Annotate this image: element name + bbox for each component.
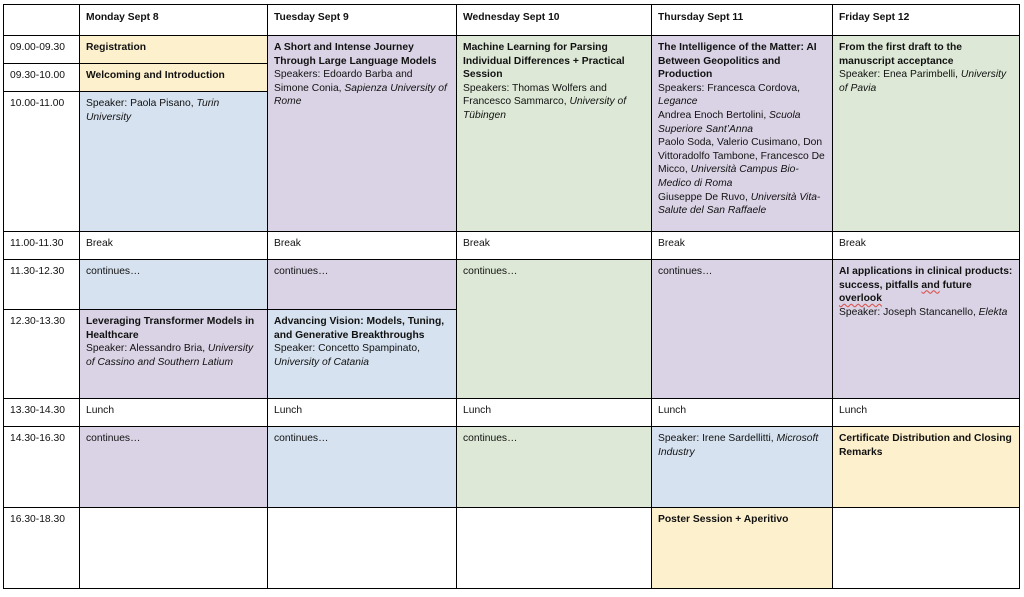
time-slot: 09.00-09.30 (4, 36, 80, 64)
speaker-affiliation: University of Pavia (839, 69, 1007, 94)
speaker-names: Speaker: Enea Parimbelli, (839, 69, 961, 81)
title-part: future (939, 279, 972, 291)
session-transformers-healthcare (80, 310, 268, 399)
empty-cell (457, 508, 652, 589)
time-slot: 11.00-11.30 (4, 232, 80, 260)
time-slot: 14.30-16.30 (4, 427, 80, 508)
session-ai-clinical-products (833, 260, 1020, 399)
session-welcoming (80, 64, 268, 92)
time-slot: 10.00-11.00 (4, 92, 80, 232)
speaker-affiliation: University of Catania (274, 356, 369, 368)
speaker-affiliation: Università Vita-Salute del San Raffaele (658, 191, 821, 217)
schedule-table (3, 4, 1020, 589)
title-part: and (921, 279, 940, 291)
empty-cell (80, 508, 268, 589)
continues-cell: continues… (457, 427, 652, 508)
session-title: Leveraging Transformer Models in Healthcare (86, 316, 255, 341)
session-poster-aperitivo (652, 508, 833, 589)
speaker-names: Paolo Soda, Valerio Cusimano, Don Vittoradolfo Tambone, Francesco De Micco, (658, 137, 825, 176)
speaker-names: Speakers: Francesca Cordova, (658, 82, 800, 94)
speaker-names: Speaker: Irene Sardellitti, (658, 433, 777, 444)
speaker-names: Giuseppe De Ruvo, (658, 191, 751, 203)
day-header-tuesday: Tuesday Sept 9 (268, 5, 457, 36)
continues-cell: continues… (80, 427, 268, 508)
session-title (839, 265, 1013, 306)
speaker-affiliation: Università Campus Bio-Medico di Roma (658, 164, 799, 189)
time-slot: 16.30-18.30 (4, 508, 80, 589)
empty-cell (268, 508, 457, 589)
corner-cell (4, 5, 80, 36)
session-title: Certificate Distribution and Closing Remarks (839, 433, 1012, 458)
speaker-names: Speaker: Alessandro Bria, (86, 343, 208, 355)
lunch-cell: Lunch (652, 399, 833, 427)
session-first-draft (833, 36, 1020, 232)
session-registration (80, 36, 268, 64)
continues-cell: continues… (457, 260, 652, 399)
session-sardellitti (652, 427, 833, 508)
title-part: overlook (839, 293, 882, 305)
break-cell: Break (652, 232, 833, 260)
speaker-affiliation: Turin University (86, 98, 220, 123)
continues-cell: continues… (268, 427, 457, 508)
day-header-thursday: Thursday Sept 11 (652, 5, 833, 36)
empty-cell (833, 508, 1020, 589)
session-title: Machine Learning for Parsing Individual Differences + Practical Session (463, 42, 625, 81)
session-title: Welcoming and Introduction (86, 70, 225, 81)
break-cell: Break (268, 232, 457, 260)
lunch-cell: Lunch (268, 399, 457, 427)
session-title: Advancing Vision: Models, Tuning, and Generative Breakthroughs (274, 316, 445, 341)
break-cell: Break (833, 232, 1020, 260)
speaker-affiliation: Sapienza University of Rome (274, 82, 447, 108)
break-cell: Break (457, 232, 652, 260)
session-title: A Short and Intense Journey Through Large Language Models (274, 42, 437, 67)
session-ml-individual-differences (457, 36, 652, 232)
speaker-names: Speakers: Thomas Wolfers and Francesco Sammarco, (463, 82, 607, 108)
day-header-friday: Friday Sept 12 (833, 5, 1020, 36)
speaker-names: Speaker: Paola Pisano, (86, 98, 197, 109)
lunch-cell: Lunch (457, 399, 652, 427)
speaker-names: Speaker: Joseph Stancanello, (839, 306, 979, 318)
lunch-cell: Lunch (833, 399, 1020, 427)
speaker-names: Speaker: Concetto Spampinato, (274, 343, 420, 355)
session-closing-remarks (833, 427, 1020, 508)
break-cell: Break (80, 232, 268, 260)
time-slot: 09.30-10.00 (4, 64, 80, 92)
lunch-cell: Lunch (80, 399, 268, 427)
speaker-affiliation: University of Tübingen (463, 96, 627, 121)
continues-cell: continues… (80, 260, 268, 310)
day-header-monday: Monday Sept 8 (80, 5, 268, 36)
time-slot: 12.30-13.30 (4, 310, 80, 399)
session-title: From the first draft to the manuscript acceptance (839, 42, 962, 67)
speaker-affiliation: Legance (658, 96, 698, 108)
session-title: Registration (86, 42, 147, 53)
speaker-names: Andrea Enoch Bertolini, (658, 109, 770, 121)
session-pisano (80, 92, 268, 232)
day-header-wednesday: Wednesday Sept 10 (457, 5, 652, 36)
speaker-names: Speakers: Edoardo Barba and Simone Conia, (274, 69, 413, 94)
speaker-affiliation: Microsoft Industry (658, 433, 819, 458)
session-title: Poster Session + Aperitivo (658, 514, 789, 525)
speaker-affiliation: Scuola Superiore Sant’Anna (658, 109, 801, 135)
time-slot: 11.30-12.30 (4, 260, 80, 310)
time-slot: 13.30-14.30 (4, 399, 80, 427)
title-part: AI applications in clinical products: success, pitfalls (839, 266, 1013, 291)
continues-cell: continues… (652, 260, 833, 399)
session-title: The Intelligence of the Matter: AI Between Geopolitics and Production (658, 42, 817, 81)
session-llm-journey (268, 36, 457, 232)
continues-cell: continues… (268, 260, 457, 310)
speaker-affiliation: University of Cassino and Southern Latium (86, 343, 254, 368)
speaker-affiliation: Elekta (978, 306, 1008, 318)
session-intelligence-of-matter (652, 36, 833, 232)
session-advancing-vision (268, 310, 457, 399)
